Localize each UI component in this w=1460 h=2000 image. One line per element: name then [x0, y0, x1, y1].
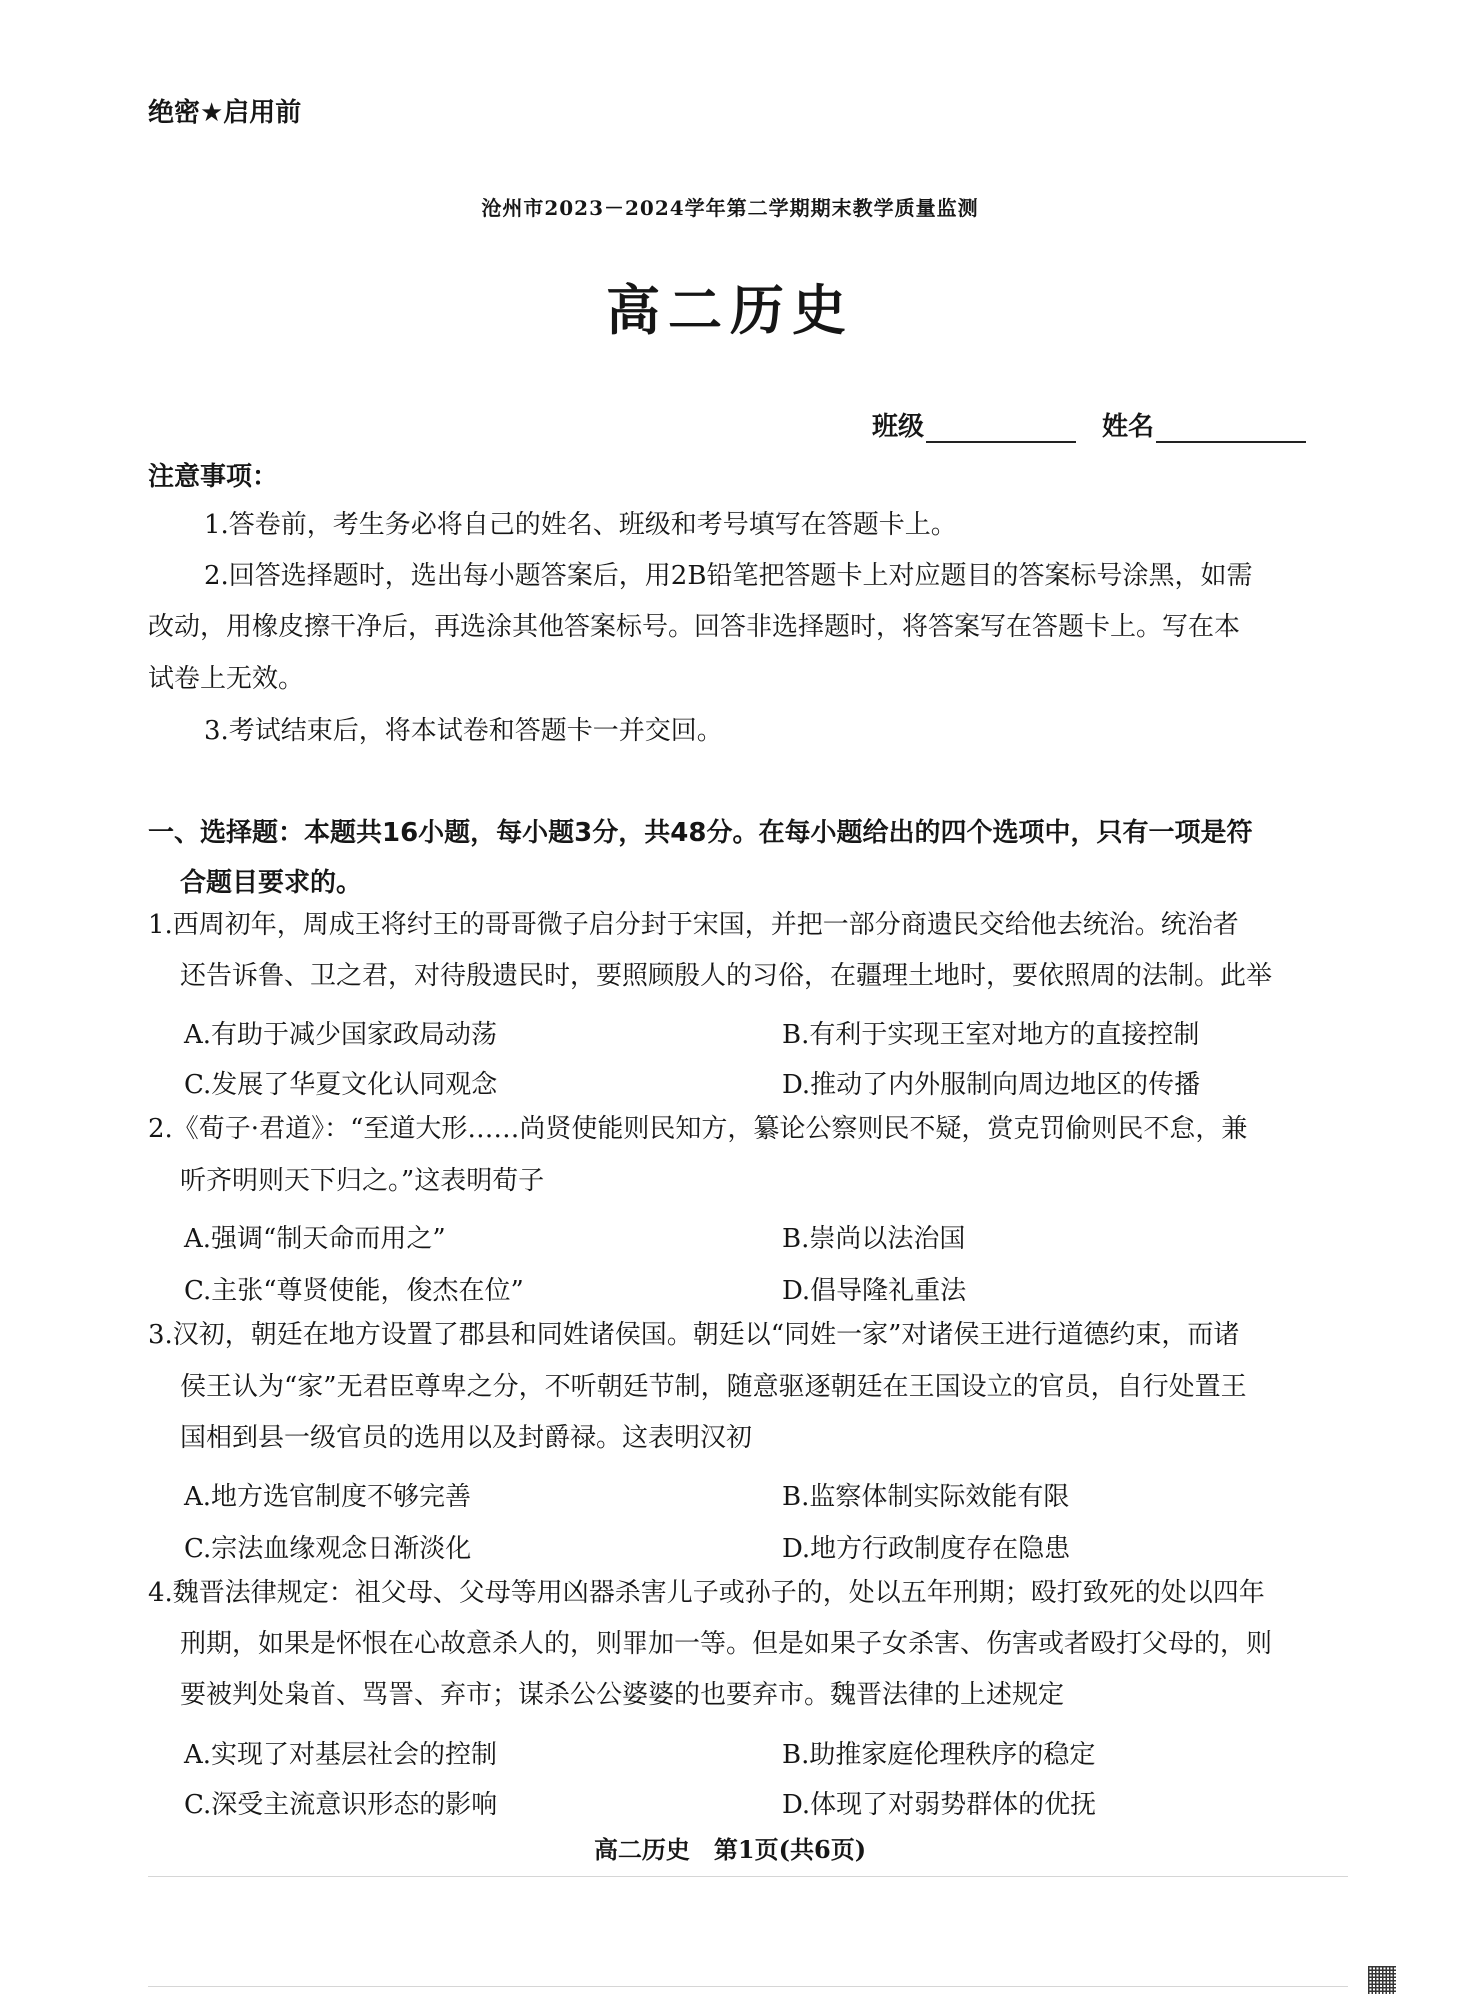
question-2-option-d[interactable]: D.倡导隆礼重法	[782, 1276, 967, 1306]
question-2-option-b[interactable]: B.崇尚以法治国	[782, 1224, 966, 1254]
question-1-stem-line2: 还告诉鲁、卫之君，对待殷遗民时，要照顾殷人的习俗，在疆理土地时，要依照周的法制。此举	[180, 961, 1273, 991]
confidential-mark: 绝密★启用前	[148, 98, 302, 128]
notice-item-2-line3: 试卷上无效。	[148, 664, 305, 694]
question-2-option-c[interactable]: C.主张“尊贤使能，俊杰在位”	[184, 1276, 524, 1306]
question-1-option-c[interactable]: C.发展了华夏文化认同观念	[184, 1070, 498, 1100]
section-heading-cont: 合题目要求的。	[180, 868, 363, 898]
subject-title: 高二历史	[606, 278, 854, 342]
question-1-option-d[interactable]: D.推动了内外服制向周边地区的传播	[782, 1070, 1201, 1100]
question-4-stem-line3: 要被判处枭首、骂詈、弃市；谋杀公公婆婆的也要弃市。魏晋法律的上述规定	[180, 1680, 1065, 1710]
footer-divider	[148, 1876, 1348, 1877]
question-3-option-d[interactable]: D.地方行政制度存在隐患	[782, 1534, 1071, 1564]
question-2-stem-line1: 2.《荀子·君道》：“至道大形……尚贤使能则民知方，纂论公察则民不疑，赏克罚偷则民不怠，兼	[148, 1114, 1248, 1144]
qr-code-icon	[1368, 1966, 1396, 1994]
notice-item-3: 3.考试结束后，将本试卷和答题卡一并交回。	[204, 716, 723, 746]
name-label: 姓名	[1102, 412, 1155, 442]
question-3-option-c[interactable]: C.宗法血缘观念日渐淡化	[184, 1534, 472, 1564]
question-4-option-a[interactable]: A.实现了对基层社会的控制	[184, 1740, 498, 1770]
notice-item-2-line2: 改动，用橡皮擦干净后，再选涂其他答案标号。回答非选择题时，将答案写在答题卡上。写在本	[148, 612, 1241, 642]
name-blank[interactable]	[1156, 411, 1306, 443]
question-2-option-a[interactable]: A.强调“制天命而用之”	[184, 1224, 446, 1254]
question-3-stem-line3: 国相到县一级官员的选用以及封爵禄。这表明汉初	[180, 1423, 753, 1453]
question-4-option-c[interactable]: C.深受主流意识形态的影响	[184, 1790, 498, 1820]
question-3-stem-line1: 3.汉初，朝廷在地方设置了郡县和同姓诸侯国。朝廷以“同姓一家”对诸侯王进行道德约束，而诸	[148, 1320, 1240, 1350]
question-4-stem-line2: 刑期，如果是怀恨在心故意杀人的，则罪加一等。但是如果子女杀害、伤害或者殴打父母的，则	[180, 1629, 1273, 1659]
question-4-stem-line1: 4.魏晋法律规定：祖父母、父母等用凶器杀害儿子或孙子的，处以五年刑期；殴打致死的处以四年	[148, 1578, 1265, 1608]
question-2-stem-line2: 听齐明则天下归之。”这表明荀子	[180, 1166, 545, 1196]
page-footer: 高二历史 第1页(共6页)	[593, 1835, 867, 1864]
question-3-option-b[interactable]: B.监察体制实际效能有限	[782, 1482, 1070, 1512]
question-3-option-a[interactable]: A.地方选官制度不够完善	[184, 1482, 472, 1512]
notice-item-2-line1: 2.回答选择题时，选出每小题答案后，用2B铅笔把答题卡上对应题目的答案标号涂黑，如需	[204, 561, 1253, 591]
bottom-divider	[148, 1986, 1348, 1987]
exam-title: 沧州市2023－2024学年第二学期期末教学质量监测	[481, 196, 979, 220]
student-info-fields	[872, 406, 1306, 443]
section-heading: 一、选择题：本题共16小题，每小题3分，共48分。在每小题给出的四个选项中，只有一项是符	[148, 818, 1253, 848]
question-1-option-b[interactable]: B.有利于实现王室对地方的直接控制	[782, 1020, 1200, 1050]
notice-title: 注意事项：	[148, 462, 279, 492]
question-1-stem-line1: 1.西周初年，周成王将纣王的哥哥微子启分封于宋国，并把一部分商遗民交给他去统治。统治者	[148, 910, 1239, 940]
class-label: 班级	[872, 412, 925, 442]
question-3-stem-line2: 侯王认为“家”无君臣尊卑之分，不听朝廷节制，随意驱逐朝廷在王国设立的官员，自行处置王	[180, 1372, 1247, 1402]
question-1-option-a[interactable]: A.有助于减少国家政局动荡	[184, 1020, 498, 1050]
question-4-option-b[interactable]: B.助推家庭伦理秩序的稳定	[782, 1740, 1096, 1770]
notice-item-1: 1.答卷前，考生务必将自己的姓名、班级和考号填写在答题卡上。	[204, 510, 957, 540]
class-blank[interactable]	[926, 411, 1076, 443]
question-4-option-d[interactable]: D.体现了对弱势群体的优抚	[782, 1790, 1097, 1820]
